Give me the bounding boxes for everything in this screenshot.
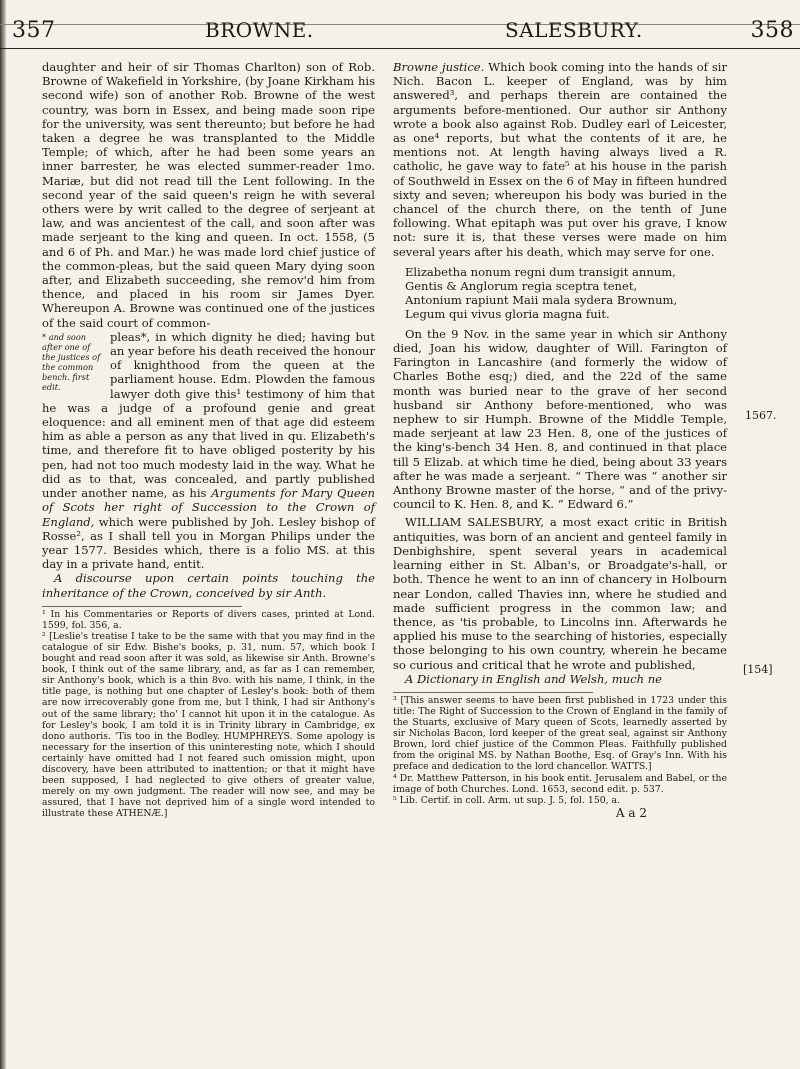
right-paragraph-3 (393, 515, 727, 671)
verse-line-1: Elizabetha nonum regni dum transigit annum, (405, 264, 676, 279)
verse-line-3: Antonium rapiunt Maii mala sydera Brownum, (405, 292, 678, 307)
right-paragraph-3-text: a most exact critic in British antiquities, was born of an ancient and genteel family in Denbighshire, spent several years in academical learning either in St. Alban's, or Broadgate's-hall, or both. Thence he went to an inn of chancery in Holbourn near London, called Thavies inn, where he studied and made sufficient progress in the common law; and thence, as 'tis probable, to Lincolns inn. Afterwards he applied his muse to the searching of histories, especially those belonging to his own country, wherein he became so curious and critical that he wrote and published, (393, 515, 728, 672)
margin-year: 1567. (745, 409, 777, 422)
footnote-5: ⁵ Lib. Certif. in coll. Arm. ut sup. J. 5, fol. 150, a. (393, 794, 621, 806)
running-header (0, 18, 800, 52)
left-paragraph-1: daughter and heir of sir Thomas Charlton) son of Rob. Browne of Wakefield in Yorkshire, (by Joane Kirkham his second wife) son of another Rob. Browne of the west country, was born in Essex, and being made soon ripe for the university, was sent thereunto; but before he had taken a degree he was transplanted to the Middle Temple; of which, after he had been some years an inner barrester, he was elected summer-reader 1mo. Mariæ, but did not read till the Lent following. In the second year of the said queen's reign he with several others were by writ called to the degree of serjeant at law, and was ancientest of the call, and soon after was made serjeant to the king and queen. In oct. 1558, (5 and 6 of Ph. and Mar.) he was made lord chief justice of the common-pleas, but the said queen Mary dying soon after, and Elizabeth succeeding, she remov'd him from thence, and placed in his room sir James Dyer. Whereupon A. Browne was continued one of the justices of the said court of common- (42, 60, 375, 330)
side-note: * and soon after one of the justices of the common bench. first edit. (42, 331, 101, 392)
margin-page-ref: [154] (743, 663, 773, 676)
page-number-left: 357 (12, 18, 56, 43)
footnote-3: ³ [This answer seems to have been first published in 1723 under this title: The Right of Succession to the Crown of England in the family of the Stuarts, exclusive of Mary queen of Scots, learnedly asserted by sir Nicholas Bacon, lord keeper of the great seal, against sir Anthony Brown, lord chief justice of the Common Pleas. Faithfully published from the original MS. by Nathan Boothe, Esq. of Gray's Inn. With his preface and dedication to the lord chancellor. WATTS.] (393, 694, 727, 773)
running-title-right: SALESBURY. (505, 18, 643, 42)
right-column (393, 60, 727, 820)
footnote-rule-right (393, 692, 593, 693)
header-top-rule (0, 24, 800, 25)
dictionary-title: A Dictionary in English and Welsh, much ne (405, 671, 662, 686)
header-rule (0, 48, 800, 49)
footnote-2: ² [Leslie's treatise I take to be the same with that you may find in the catalogue of sir Edw. Bishe's books, p. 31, num. 57, which book I bought and read soon after it was sold, as likewise sir Anth. Browne's book, I think out of the same library, and, as far as I can remember, sir Anthony's book, which is a thin 8vo. with his name, I think, in the title page, is nothing but one chapter of Lesley's book: both of them are now irrecoverably gone from me, but I think, I had sir Anthony's out of the same library; tho' I cannot hit upon it in the catalogue. As for Lesley's book, I am told it is in Trinity library in Cambridge, ex dono authoris. 'Tis too in the Bodley. HUMPHREYS. Some apology is necessary for the insertion of this uninteresting note, which I should certainly have omitted had I not feared such omission might, upon discovery, have been attributed to inattention; or that it might have been supposed, I had neglected to give others of greater value, merely on my own judgment. The reader will now see, and may be assured, that I have not deprived him of a single word intended to illustrate these ATHENÆ.] (42, 630, 375, 820)
page-number-right: 358 (750, 18, 794, 43)
arguments-title: Arguments for Mary Queen of Scots her right of Succession to the Crown of England, (42, 486, 375, 529)
running-title-left: BROWNE. (205, 18, 314, 42)
epitaph-verses (405, 265, 727, 321)
verse-line-2: Gentis & Anglorum regia sceptra tenet, (405, 278, 638, 293)
footnote-4: ⁴ Dr. Matthew Patterson, in his book entit. Jerusalem and Babel, or the image of both Churches. Lond. 1653, second edit. p. 537. (393, 772, 727, 795)
left-paragraph-1c: which were published by Joh. Lesley bishop of Rosse², as I shall tell you in Morgan Philips under the year 1577. Besides which, there is a folio MS. at this day in a private hand, entit. (42, 514, 376, 572)
left-column (42, 60, 375, 820)
discourse-title: A discourse upon certain points touching the inheritance of the Crown, conceived by sir Anth. (42, 571, 375, 600)
browne-justice-title: Browne justice. (393, 60, 485, 74)
page-binding-shadow (0, 0, 6, 1069)
verse-line-4: Legum qui vivus gloria magna fuit. (405, 306, 610, 321)
signature-mark: A a 2 (615, 805, 647, 820)
right-paragraph-1 (393, 60, 727, 259)
right-paragraph-1-text: Which book coming into the hands of sir Nich. Bacon L. keeper of England, was by him answered³, and perhaps therein are contained the arguments before-mentioned. Our author sir Anthony wrote a book also against Rob. Dudley earl of Leicester, as one⁴ reports, but what the contents of it are, he mentions not. At length having always lived a R. catholic, he gave way to fate⁵ at his house in the parish of Southweld in Essex on the 6 of May in fifteen hundred sixty and seven; whereupon his body was buried in the chancel of the church there, on the tenth of June following. What epitaph was put over his grave, I know not: sure it is, that these verses were made on him several years after his death, which may serve for one. (393, 60, 728, 259)
left-paragraph-1b (42, 330, 375, 571)
right-paragraph-2: On the 9 Nov. in the same year in which sir Anthony died, Joan his widow, daughter of Will. Farington of Farington in Lancashire (and formerly the widow of Charles Bothe esq;) died, and the 22d of the same month was buried near to the grave of her second husband sir Anthony before-mentioned, who was nephew to sir Humph. Browne of the Middle Temple, made serjeant at law 23 Hen. 8, one of the justices of the king's-bench 34 Hen. 8, and continued in that place till 5 Elizab. at which time he died, being about 33 years after he was made a serjeant. “ There was “ another sir Anthony Browne master of the horse, “ and of the privy-council to K. Hen. 8, and K. “ Edward 6.” (393, 326, 727, 512)
footnote-rule-left (42, 606, 242, 607)
footnote-1: ¹ In his Commentaries or Reports of divers cases, printed at Lond. 1599, fol. 356, a. (42, 608, 375, 631)
left-paragraph-1b-text: pleas*, in which dignity he died; having but an year before his death received the honour of knighthood from the queen at the parliament house. Edm. Plowden the famous lawyer doth give this¹ testimony of him that he was a judge of a profound genie and great eloquence: and all eminent men of that age did esteem him as able a person as any that lived in qu. Elizabeth's time, and therefore fit to have obliged posterity by his pen, had not too much modesty laid in the way. What he did as to that, was concealed, and partly published under another name, as his (42, 329, 375, 501)
salesbury-name: WILLIAM SALESBURY, (405, 515, 544, 530)
